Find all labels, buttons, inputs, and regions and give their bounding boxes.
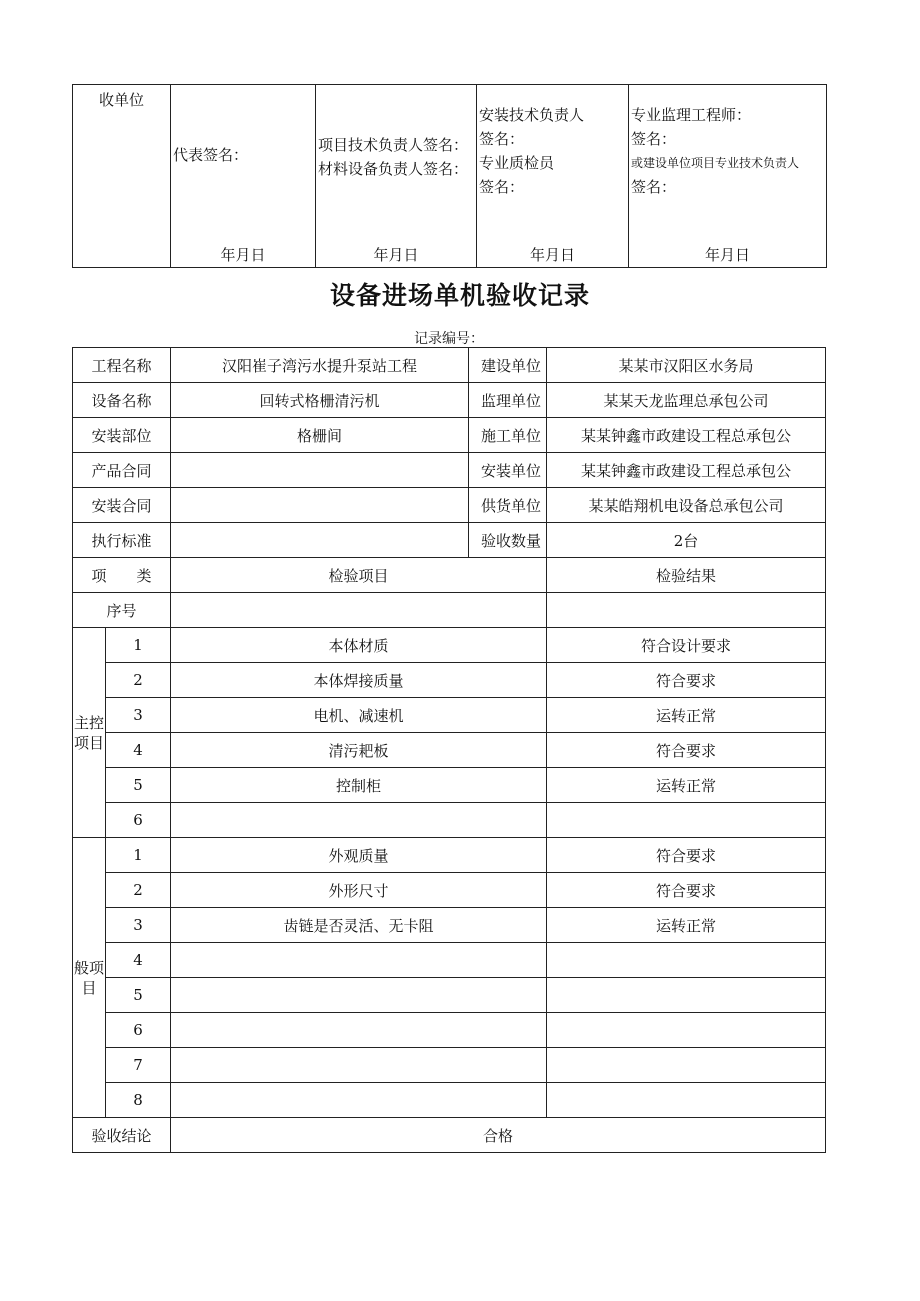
general-item-row bbox=[73, 943, 826, 978]
install-sign-label: 签名： bbox=[479, 130, 525, 148]
info-value: 格栅间 bbox=[171, 418, 469, 453]
supervisor-sign-label: 签名： bbox=[631, 130, 677, 148]
inspector-sign-label: 签名： bbox=[479, 178, 525, 196]
inspection-table bbox=[72, 347, 826, 1153]
row-number: 4 bbox=[106, 943, 171, 978]
sign-date: 年月日 bbox=[529, 246, 575, 264]
check-result: 符合设计要求 bbox=[547, 628, 826, 663]
seq-row bbox=[73, 593, 826, 628]
main-control-label bbox=[73, 628, 106, 838]
document-title: 设备进场单机验收记录 bbox=[329, 281, 590, 310]
info-label-2: 安装单位 bbox=[469, 453, 547, 488]
tech-lead-sign-label: 项目技术负责人签名： bbox=[318, 136, 469, 154]
row-number: 2 bbox=[106, 873, 171, 908]
info-label: 执行标准 bbox=[73, 523, 171, 558]
sign-date: 年月日 bbox=[373, 246, 419, 264]
check-item: 本体材质 bbox=[171, 628, 547, 663]
general-item-row bbox=[73, 1013, 826, 1048]
check-item bbox=[171, 1048, 547, 1083]
main-control-row bbox=[73, 803, 826, 838]
general-item-label-line2: 目 bbox=[81, 978, 97, 997]
check-result: 符合要求 bbox=[547, 733, 826, 768]
check-result bbox=[547, 1083, 826, 1118]
check-result bbox=[547, 803, 826, 838]
main-control-row bbox=[73, 663, 826, 698]
receiving-unit-cell bbox=[73, 85, 171, 268]
row-number: 1 bbox=[106, 628, 171, 663]
inspector-label: 专业质检员 bbox=[479, 154, 555, 172]
row-number: 2 bbox=[106, 663, 171, 698]
owner-tech-lead-label: 或建设单位项目专业技术负责人 bbox=[631, 156, 800, 170]
info-label-2: 建设单位 bbox=[469, 348, 547, 383]
info-label: 产品合同 bbox=[73, 453, 171, 488]
row-number: 7 bbox=[106, 1048, 171, 1083]
info-value: 回转式格栅清污机 bbox=[171, 383, 469, 418]
main-control-row bbox=[73, 733, 826, 768]
check-result: 符合要求 bbox=[547, 838, 826, 873]
info-value-2: 某某天龙监理总承包公司 bbox=[547, 383, 826, 418]
info-label: 安装部位 bbox=[73, 418, 171, 453]
check-result bbox=[547, 1048, 826, 1083]
sign-date: 年月日 bbox=[220, 246, 266, 264]
row-number: 3 bbox=[106, 908, 171, 943]
general-item-row bbox=[73, 978, 826, 1013]
install-lead-label: 安装技术负责人 bbox=[479, 106, 585, 124]
row-number: 8 bbox=[106, 1083, 171, 1118]
general-item-row bbox=[73, 908, 826, 943]
info-label-2: 施工单位 bbox=[469, 418, 547, 453]
seq-item-empty bbox=[171, 593, 547, 628]
info-label: 工程名称 bbox=[73, 348, 171, 383]
conclusion-value: 合格 bbox=[171, 1118, 826, 1153]
info-value: 汉阳崔子湾污水提升泵站工程 bbox=[171, 348, 469, 383]
info-row bbox=[73, 523, 826, 558]
info-label-2: 供货单位 bbox=[469, 488, 547, 523]
check-result bbox=[547, 943, 826, 978]
signature-table bbox=[72, 84, 827, 268]
conclusion-row bbox=[73, 1118, 826, 1153]
sign-date: 年月日 bbox=[704, 246, 750, 264]
general-item-row bbox=[73, 873, 826, 908]
general-item-label bbox=[73, 838, 106, 1118]
info-row bbox=[73, 348, 826, 383]
row-number: 6 bbox=[106, 1013, 171, 1048]
seq-header: 序号 bbox=[73, 593, 171, 628]
conclusion-label: 验收结论 bbox=[73, 1118, 171, 1153]
info-label-2: 监理单位 bbox=[469, 383, 547, 418]
receiving-unit-label: 收单位 bbox=[98, 91, 144, 109]
check-result: 运转正常 bbox=[547, 768, 826, 803]
row-number: 4 bbox=[106, 733, 171, 768]
rep-sign-cell bbox=[171, 85, 316, 268]
info-value bbox=[171, 488, 469, 523]
record-number-label: 记录编号： bbox=[414, 331, 484, 347]
header-row bbox=[73, 558, 826, 593]
check-item bbox=[171, 943, 547, 978]
seq-result-empty bbox=[547, 593, 826, 628]
check-result: 符合要求 bbox=[547, 873, 826, 908]
supervisor-label: 专业监理工程师： bbox=[631, 106, 752, 124]
info-value-2: 某某市汉阳区水务局 bbox=[547, 348, 826, 383]
info-row bbox=[73, 418, 826, 453]
general-item-row bbox=[73, 838, 826, 873]
material-lead-sign-label: 材料设备负责人签名： bbox=[318, 160, 469, 178]
info-value-2: 2台 bbox=[547, 523, 826, 558]
check-item bbox=[171, 978, 547, 1013]
item-header: 检验项目 bbox=[171, 558, 547, 593]
check-item bbox=[171, 1013, 547, 1048]
check-item: 外形尺寸 bbox=[171, 873, 547, 908]
install-sign-cell bbox=[477, 85, 629, 268]
check-item bbox=[171, 1083, 547, 1118]
row-number: 1 bbox=[106, 838, 171, 873]
info-value bbox=[171, 453, 469, 488]
tech-sign-cell bbox=[316, 85, 477, 268]
check-item: 外观质量 bbox=[171, 838, 547, 873]
row-number: 3 bbox=[106, 698, 171, 733]
info-value-2: 某某钟鑫市政建设工程总承包公 bbox=[547, 453, 826, 488]
main-control-label-line2: 项目 bbox=[73, 733, 104, 752]
check-result bbox=[547, 1013, 826, 1048]
main-control-label-line1: 主控 bbox=[73, 713, 104, 732]
main-control-row bbox=[73, 628, 826, 663]
info-label: 安装合同 bbox=[73, 488, 171, 523]
check-result: 运转正常 bbox=[547, 908, 826, 943]
info-label-2: 验收数量 bbox=[469, 523, 547, 558]
check-item: 电机、减速机 bbox=[171, 698, 547, 733]
check-item: 齿链是否灵活、无卡阻 bbox=[171, 908, 547, 943]
owner-sign-label: 签名： bbox=[631, 178, 677, 196]
info-value bbox=[171, 523, 469, 558]
check-result: 符合要求 bbox=[547, 663, 826, 698]
general-item-row bbox=[73, 1083, 826, 1118]
info-value-2: 某某钟鑫市政建设工程总承包公 bbox=[547, 418, 826, 453]
general-item-row bbox=[73, 1048, 826, 1083]
main-control-row bbox=[73, 698, 826, 733]
check-item: 清污耙板 bbox=[171, 733, 547, 768]
info-row bbox=[73, 383, 826, 418]
rep-sign-label: 代表签名： bbox=[173, 146, 249, 164]
category-header: 项 类 bbox=[73, 558, 171, 593]
check-item: 控制柜 bbox=[171, 768, 547, 803]
result-header: 检验结果 bbox=[547, 558, 826, 593]
info-label: 设备名称 bbox=[73, 383, 171, 418]
supervisor-sign-cell bbox=[629, 85, 827, 268]
info-value-2: 某某皓翔机电设备总承包公司 bbox=[547, 488, 826, 523]
row-number: 5 bbox=[106, 978, 171, 1013]
main-control-row bbox=[73, 768, 826, 803]
check-result bbox=[547, 978, 826, 1013]
info-row bbox=[73, 453, 826, 488]
general-item-label-line1: 般项 bbox=[73, 958, 104, 977]
row-number: 6 bbox=[106, 803, 171, 838]
row-number: 5 bbox=[106, 768, 171, 803]
check-result: 运转正常 bbox=[547, 698, 826, 733]
check-item bbox=[171, 803, 547, 838]
info-row bbox=[73, 488, 826, 523]
check-item: 本体焊接质量 bbox=[171, 663, 547, 698]
